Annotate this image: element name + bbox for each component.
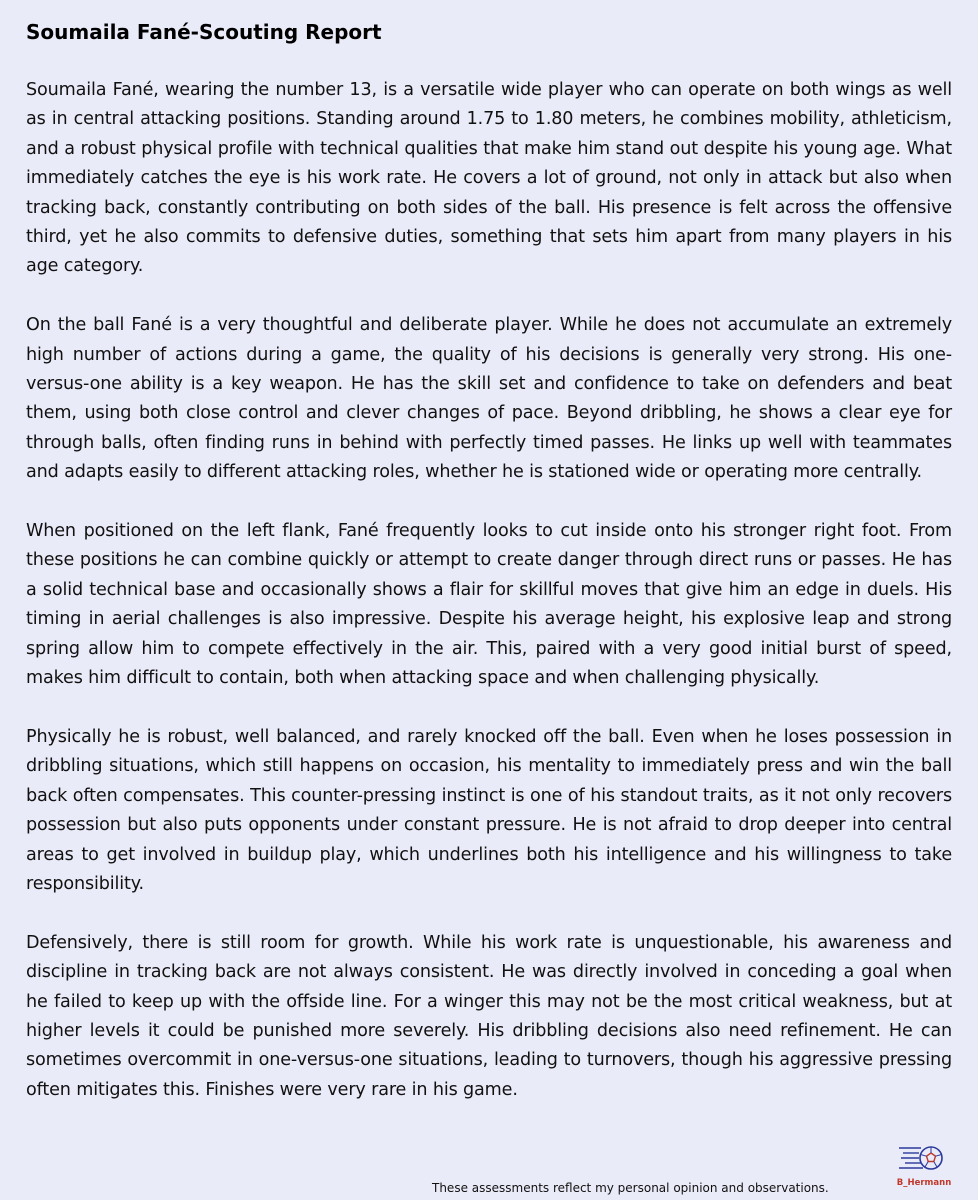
footer-disclaimer: These assessments reflect my personal opinion and observations.	[432, 1181, 829, 1195]
report-title: Soumaila Fané-Scouting Report	[26, 20, 382, 44]
paragraph-left-flank: When positioned on the left flank, Fané frequently looks to cut inside onto his stronger right foot. From these positions he can combine quickly or attempt to create danger through direct runs or passes. He has a solid technical base and occasionally shows a flair for skillful moves that give him an edge in duels. His timing in aerial challenges is also impressive. Despite his average height, his explosive leap and strong spring allow him to compete effectively in the air. This, paired with a very good initial burst of speed, makes him difficult to contain, both when attacking space and when challenging physically.	[26, 521, 952, 689]
author-logo	[893, 1140, 955, 1196]
report-page	[26, 18, 952, 1135]
paragraph-defensive: Defensively, there is still room for growth. While his work rate is unquestionable, his awareness and discipline in tracking back are not always consistent. He was directly involved in conceding a goal when he failed to keep up with the offside line. For a winger this may not be the most critical weakness, but at higher levels it could be punished more severely. His dribbling decisions also need refinement. He can sometimes overcommit in one-versus-one situations, leading to turnovers, though his aggressive pressing often mitigates this. Finishes were very rare in his game.	[26, 932, 952, 1100]
paragraph-overview: Soumaila Fané, wearing the number 13, is a versatile wide player who can operate on both wings as well as in central attacking positions. Standing around 1.75 to 1.80 meters, he combines mobility, athleticism, and a robust physical profile with technical qualities that make him stand out despite his young age. What immediately catches the eye is his work rate. He covers a lot of ground, not only in attack but also when tracking back, constantly contributing on both sides of the ball. His presence is felt across the offensive third, yet he also commits to defensive duties, something that sets him apart from many players in his age category.	[26, 80, 952, 277]
paragraph-physical: Physically he is robust, well balanced, and rarely knocked off the ball. Even when he loses possession in dribbling situations, which still happens on occasion, his mentality to immediately press and win the ball back often compensates. This counter-pressing instinct is one of his standout traits, as it not only recovers possession but also puts opponents under constant pressure. He is not afraid to drop deeper into central areas to get involved in buildup play, which underlines both his intelligence and his willingness to take responsibility.	[26, 726, 952, 894]
paragraph-on-the-ball: On the ball Fané is a very thoughtful and deliberate player. While he does not accumulate an extremely high number of actions during a game, the quality of his decisions is generally very strong. His one-versus-one ability is a key weapon. He has the skill set and confidence to take on defenders and beat them, using both close control and clever changes of pace. Beyond dribbling, he shows a clear eye for through balls, often finding runs in behind with perfectly timed passes. He links up well with teammates and adapts easily to different attacking roles, whether he is stationed wide or operating more centrally.	[26, 315, 952, 483]
logo-label: B_Hermann	[896, 1178, 952, 1188]
football-speed-icon	[893, 1140, 955, 1176]
